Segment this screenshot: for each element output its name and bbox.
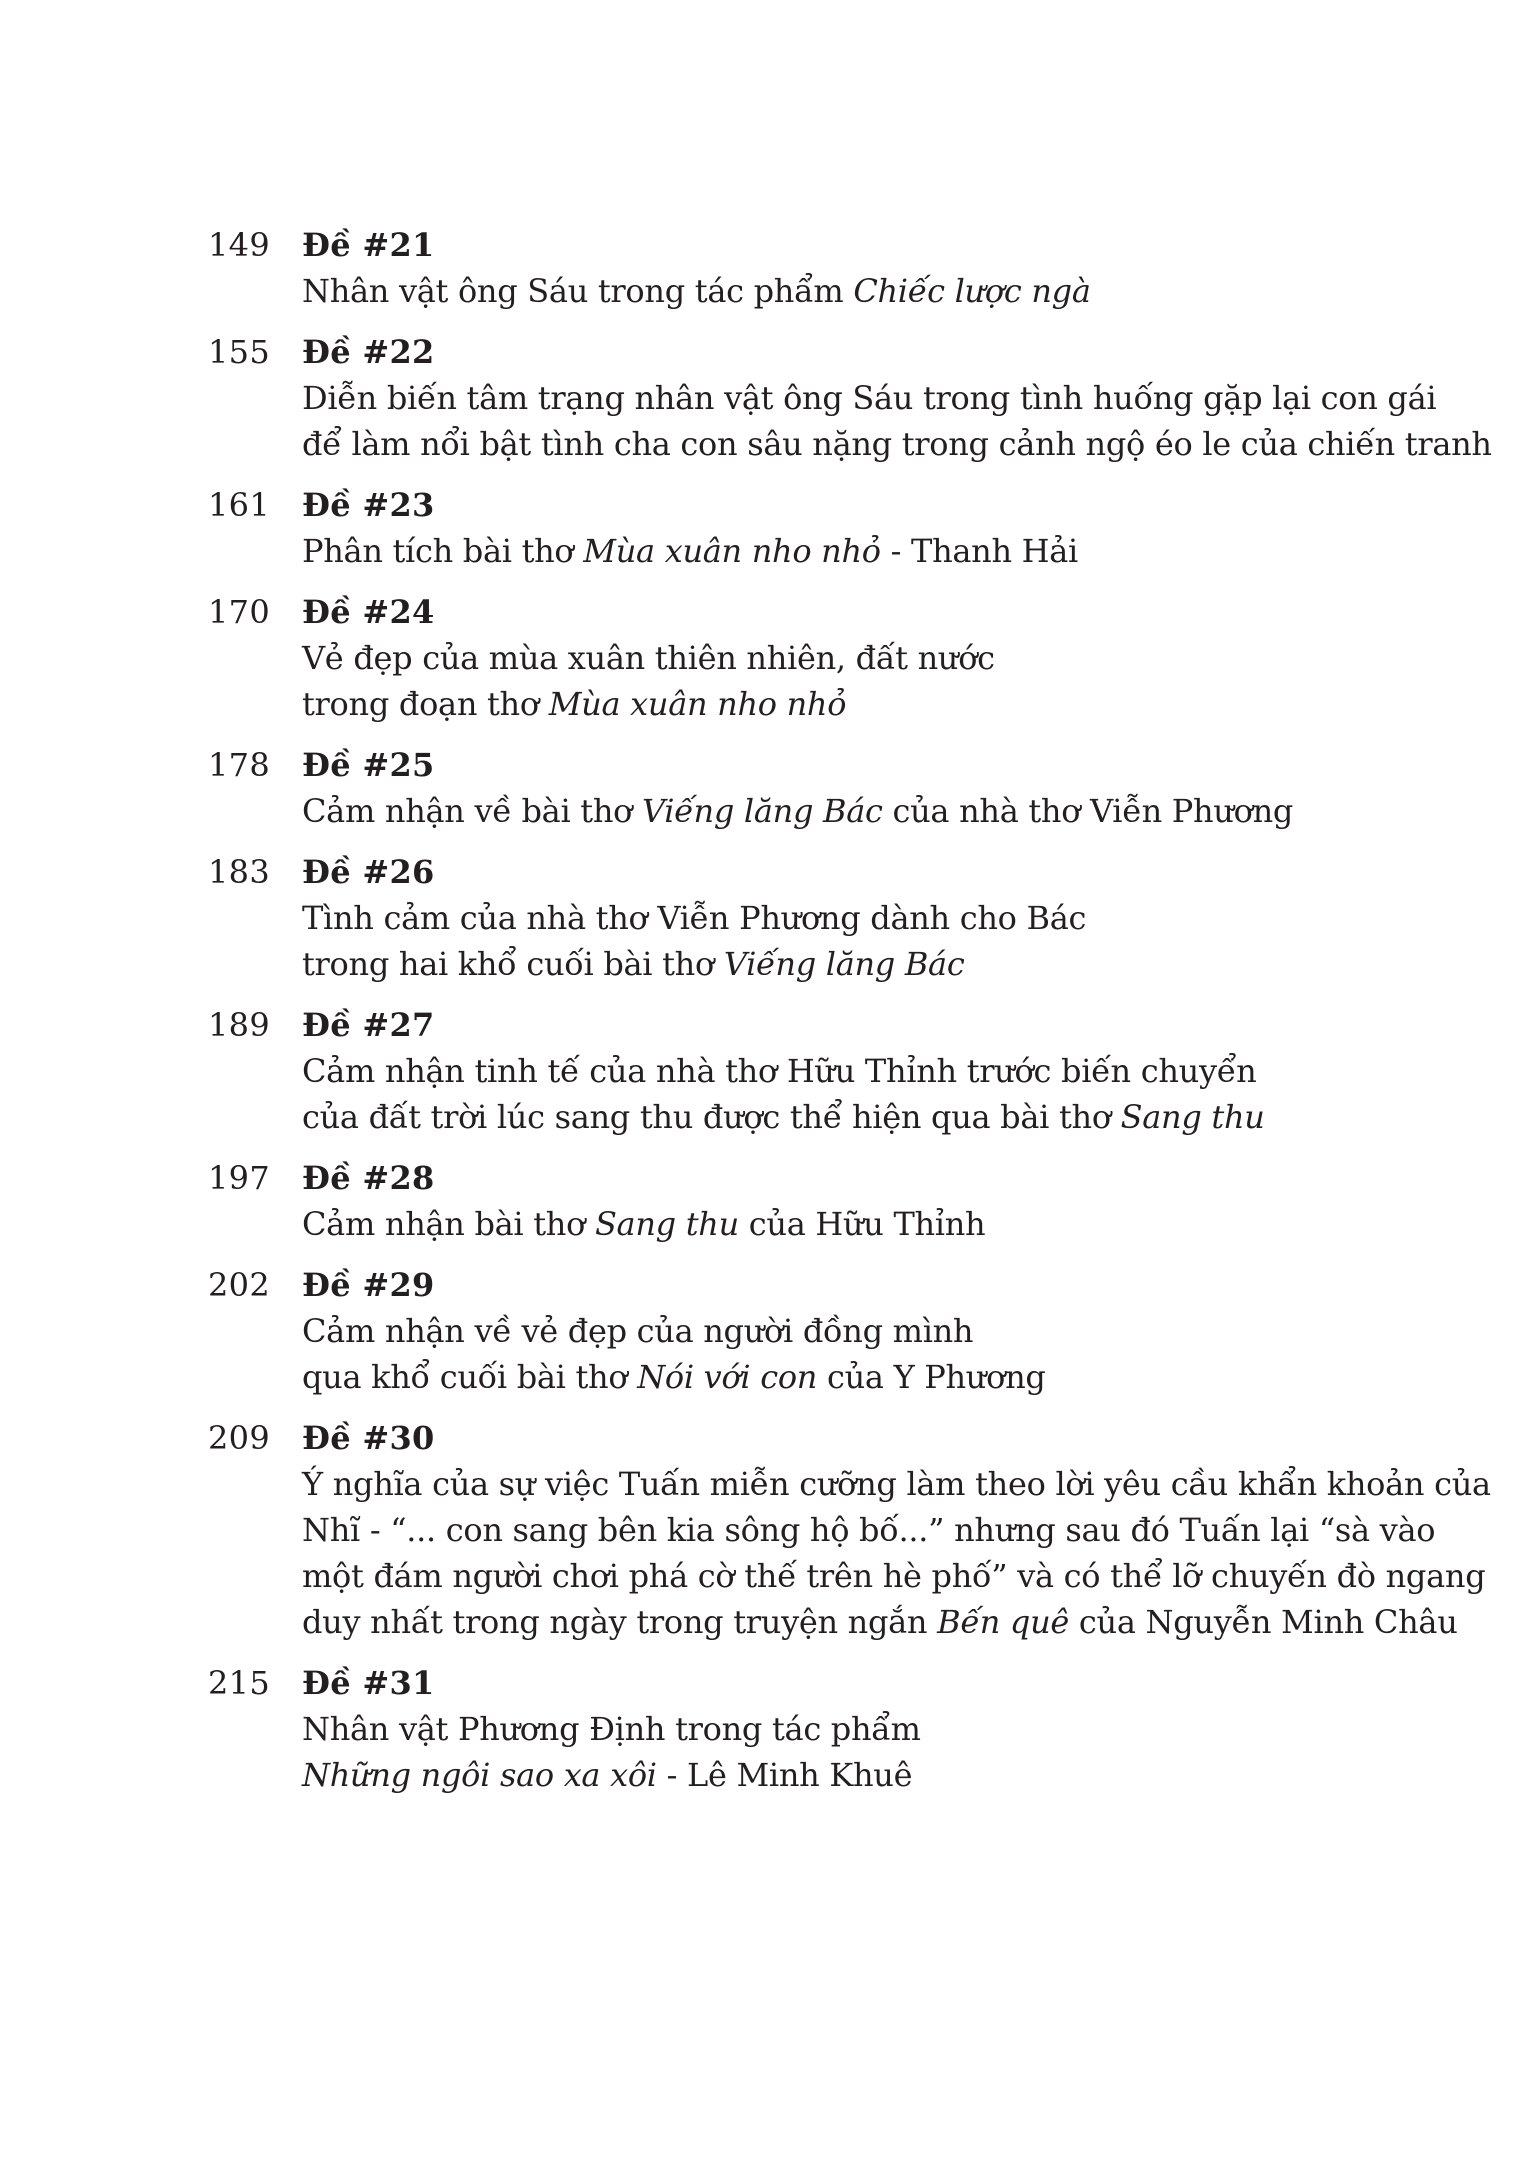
toc-entry-title: Đề #23 <box>302 486 435 524</box>
toc-entry-description-line <box>302 1507 1436 1553</box>
toc-page-number: 209 <box>208 1419 270 1457</box>
description-text: của đất trời lúc sang thu được thể hiện qua bài thơ <box>302 1098 1121 1136</box>
toc-entry <box>0 482 1520 574</box>
description-text: - Thanh Hải <box>880 532 1078 570</box>
toc-entry-description-line <box>302 528 1352 574</box>
toc-entry-title: Đề #25 <box>302 746 435 784</box>
description-text: của Hữu Thỉnh <box>738 1205 986 1243</box>
description-text: một đám người chơi phá cờ thế trên hè phố” và có thể lỡ chuyến đò ngang <box>302 1557 1486 1595</box>
toc-page-number: 161 <box>208 486 270 524</box>
toc-entry-title: Đề #27 <box>302 1006 435 1044</box>
toc-entry-title: Đề #24 <box>302 593 435 631</box>
toc-page-number: 170 <box>208 593 270 631</box>
toc-entry <box>0 1155 1520 1247</box>
description-text: Cảm nhận về vẻ đẹp của người đồng mình <box>302 1312 974 1350</box>
description-text: - Lê Minh Khuê <box>656 1756 913 1794</box>
description-text: Cảm nhận tinh tế của nhà thơ Hữu Thỉnh trước biến chuyển <box>302 1052 1257 1090</box>
toc-entry-description-line <box>302 895 1352 941</box>
work-title-italic: Sang thu <box>1120 1098 1265 1136</box>
toc-entry-description-line <box>302 681 1352 727</box>
toc-entry-description-line <box>302 1752 1352 1798</box>
description-text: qua khổ cuối bài thơ <box>302 1358 638 1396</box>
description-text: của nhà thơ Viễn Phương <box>882 792 1294 830</box>
toc-entry-body <box>302 589 1352 727</box>
description-text: Nhân vật ông Sáu trong tác phẩm <box>302 272 854 310</box>
toc-entry-description-line <box>302 788 1352 834</box>
toc-entry-title: Đề #26 <box>302 853 435 891</box>
toc-entry-title: Đề #28 <box>302 1159 435 1197</box>
work-title-italic: Nói với con <box>637 1358 818 1396</box>
toc-entry <box>0 329 1520 467</box>
description-text: của Y Phương <box>817 1358 1046 1396</box>
toc-entry-description-line <box>302 1354 1352 1400</box>
toc-entry <box>0 1002 1520 1140</box>
toc-page-number: 189 <box>208 1006 270 1044</box>
toc-entry-description-line <box>302 268 1352 314</box>
work-title-italic: Sang thu <box>594 1205 739 1243</box>
toc-entry <box>0 589 1520 727</box>
work-title-italic: Bến quê <box>937 1603 1070 1641</box>
toc-entry-description-line <box>302 1094 1352 1140</box>
toc-entry <box>0 742 1520 834</box>
toc-entry-body <box>302 1262 1352 1400</box>
description-text: của Nguyễn Minh Châu <box>1069 1603 1458 1641</box>
toc-entry-body <box>302 1002 1352 1140</box>
description-text: Nhân vật Phương Định trong tác phẩm <box>302 1710 921 1748</box>
toc-entry-description-line <box>302 1308 1352 1354</box>
toc-entry-description-line <box>302 1461 1491 1507</box>
toc-entry <box>0 222 1520 314</box>
toc-entry-body <box>302 1155 1352 1247</box>
description-text: Nhĩ - “... con sang bên kia sông hộ bố...” nhưng sau đó Tuấn lại “sà vào <box>302 1511 1436 1549</box>
toc-entry-description-line <box>302 1048 1352 1094</box>
toc-entry-body <box>302 1415 1491 1645</box>
toc-entry-title: Đề #29 <box>302 1266 435 1304</box>
toc-entry-description-line <box>302 1599 1458 1645</box>
toc-entry-body <box>302 482 1352 574</box>
toc-entry-body <box>302 222 1352 314</box>
toc-entry <box>0 1660 1520 1798</box>
description-text: Cảm nhận bài thơ <box>302 1205 595 1243</box>
toc-entry-body <box>302 849 1352 987</box>
description-text: Phân tích bài thơ <box>302 532 584 570</box>
toc-entry-description-line <box>302 375 1437 421</box>
toc-page-number: 183 <box>208 853 270 891</box>
toc-entry-body <box>302 329 1492 467</box>
description-text: trong đoạn thơ <box>302 685 549 723</box>
toc-entry-body <box>302 742 1352 834</box>
toc-page-number: 178 <box>208 746 270 784</box>
toc-entry-description-line <box>302 421 1492 467</box>
toc-entry-title: Đề #31 <box>302 1664 435 1702</box>
toc-page-number: 149 <box>208 226 270 264</box>
work-title-italic: Chiếc lược ngà <box>853 272 1091 310</box>
toc-entry <box>0 1415 1520 1645</box>
toc-entry-description-line <box>302 1706 1352 1752</box>
toc-entry <box>0 849 1520 987</box>
description-text: để làm nổi bật tình cha con sâu nặng trong cảnh ngộ éo le của chiến tranh <box>302 425 1492 463</box>
description-text: Cảm nhận về bài thơ <box>302 792 642 830</box>
description-text: Vẻ đẹp của mùa xuân thiên nhiên, đất nước <box>302 639 995 677</box>
work-title-italic: Mùa xuân nho nhỏ <box>583 532 881 570</box>
toc-entry-title: Đề #22 <box>302 333 435 371</box>
toc-entry-description-line <box>302 1553 1486 1599</box>
toc-entry-title: Đề #21 <box>302 226 435 264</box>
toc-entry-title: Đề #30 <box>302 1419 435 1457</box>
description-text: Diễn biến tâm trạng nhân vật ông Sáu trong tình huống gặp lại con gái <box>302 379 1437 417</box>
toc-page-number: 215 <box>208 1664 270 1702</box>
toc-entry-body <box>302 1660 1352 1798</box>
description-text: Ý nghĩa của sự việc Tuấn miễn cưỡng làm theo lời yêu cầu khẩn khoản của <box>302 1465 1491 1503</box>
toc-page-number: 202 <box>208 1266 270 1304</box>
work-title-italic: Mùa xuân nho nhỏ <box>548 685 847 723</box>
toc-entry-description-line <box>302 635 1352 681</box>
toc-entry-description-line <box>302 941 1352 987</box>
toc-entry <box>0 1262 1520 1400</box>
table-of-contents <box>0 222 1520 1813</box>
work-title-italic: Những ngôi sao xa xôi <box>302 1756 657 1794</box>
description-text: duy nhất trong ngày trong truyện ngắn <box>302 1603 938 1641</box>
description-text: Tình cảm của nhà thơ Viễn Phương dành cho Bác <box>302 899 1087 937</box>
description-text: trong hai khổ cuối bài thơ <box>302 945 724 983</box>
toc-entry-description-line <box>302 1201 1352 1247</box>
toc-page-number: 197 <box>208 1159 270 1197</box>
work-title-italic: Viếng lăng Bác <box>641 792 883 830</box>
work-title-italic: Viếng lăng Bác <box>723 945 965 983</box>
toc-page-number: 155 <box>208 333 270 371</box>
